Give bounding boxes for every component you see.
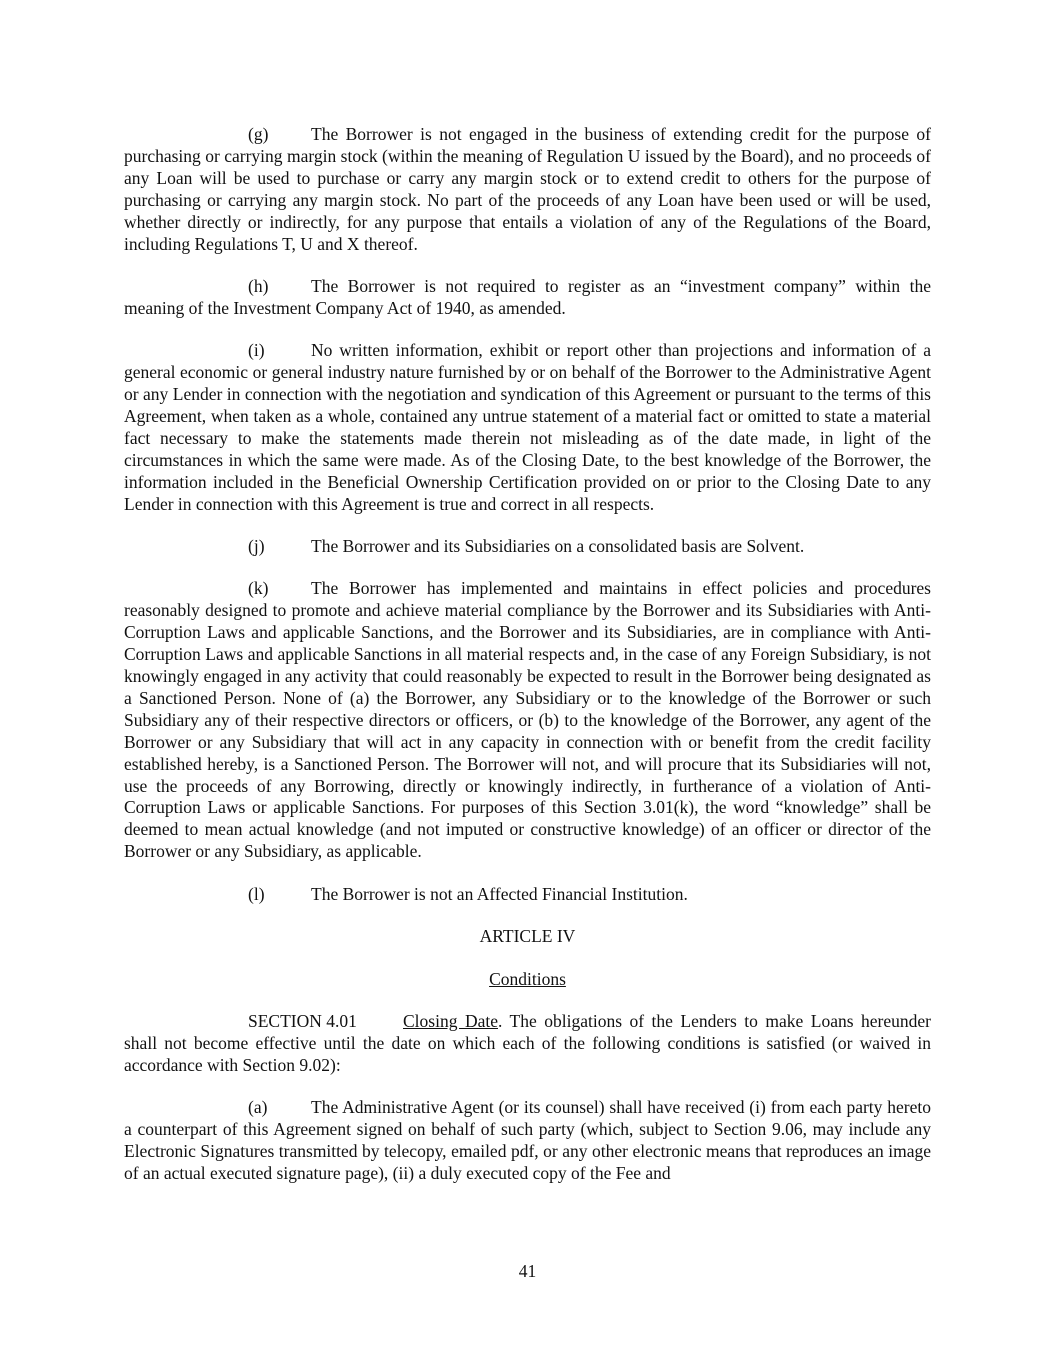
paragraph-a [124, 1097, 931, 1185]
section-text: . The obligations of the Lenders to make Loans hereunder shall not become effective until the date on which each of the following conditions is satisfied (or waived in accordance with Section 9.02): [124, 1010, 931, 1075]
paragraph-label: (i) [248, 340, 265, 361]
paragraph-g [124, 124, 931, 255]
paragraph-l [124, 884, 931, 906]
paragraph-j [124, 536, 931, 558]
paragraph-text: The Administrative Agent (or its counsel) shall have received (i) from each party hereto a counterpart of this Agreement signed on behalf of such party (which, subject to Section 9.06, may include any Electronic Signatures transmitted by telecopy, emailed pdf, or any other electronic means that reproduces an image of an actual executed signature page), (ii) a duly executed copy of the Fee and [124, 1097, 931, 1183]
paragraph-h [124, 276, 931, 320]
document-page [124, 124, 931, 1205]
paragraph-text: The Borrower has implemented and maintains in effect policies and procedures reasonably designed to promote and achieve material compliance by the Borrower and its Subsidiaries with Anti-Corruption Laws and applicable Sanctions, and the Borrower and its Subsidiaries, are in compliance with Anti-Corruption Laws and applicable Sanctions in all material respects and, in the case of any Foreign Subsidiary, is not knowingly engaged in any activity that could reasonably be expected to result in the Borrower being designated as a Sanctioned Person. None of (a) the Borrower, any Subsidiary or to the knowledge of the Borrower or such Subsidiary any of their respective directors or officers, or (b) to the knowledge of the Borrower, any agent of the Borrower or any Subsidiary that will act in any capacity in connection with or benefit from the credit facility established hereby, is a Sanctioned Person. The Borrower will not, and will procure that its Subsidiaries will not, use the proceeds of any Borrowing, directly or knowingly indirectly, in furtherance of a violation of Anti-Corruption Laws or applicable Sanctions. For purposes of this Section 3.01(k), the word “knowledge” shall be deemed to mean actual knowledge (and not imputed or constructive knowledge) of an officer or director of the Borrower or any Subsidiary, as applicable. [124, 578, 931, 862]
article-title-text: Conditions [489, 968, 566, 989]
paragraph-text: The Borrower is not required to register as an “investment company” within the meaning of the Investment Company Act of 1940, as amended. [124, 275, 931, 318]
paragraph-i [124, 340, 931, 515]
paragraph-k [124, 578, 931, 863]
paragraph-text: No written information, exhibit or report other than projections and information of a general economic or general industry nature furnished by or on behalf of the Borrower to the Administrative Agent or any Lender in connection with the negotiation and syndication of this Agreement or pursuant to the terms of this Agreement, when taken as a whole, contained any untrue statement of a material fact or omitted to state a material fact necessary to make the statements made therein not misleading as of the date made, in light of the circumstances in which the same were made. As of the Closing Date, to the best knowledge of the Borrower, the information included in the Beneficial Ownership Certification provided on or prior to the Closing Date to any Lender in connection with this Agreement is true and correct in all respects. [124, 340, 931, 514]
article-heading: ARTICLE IV [479, 926, 576, 947]
paragraph-label: (a) [248, 1097, 268, 1118]
paragraph-label: (h) [248, 275, 269, 296]
paragraph-label: (l) [248, 883, 265, 904]
paragraph-text: The Borrower is not engaged in the business of extending credit for the purpose of purchasing or carrying margin stock (within the meaning of Regulation U issued by the Board), and no proceeds of any Loan will be used to purchase or carry any margin stock or to extend credit to others for the purpose of purchasing or carrying any margin stock. No part of the proceeds of any Loan have been used or will be used, whether directly or indirectly, for any purpose that entails a violation of any of the Regulations of the Board, including Regulations T, U and X thereof. [124, 124, 931, 254]
section-4-01 [124, 1011, 931, 1077]
paragraph-label: (j) [248, 536, 265, 556]
paragraph-text: The Borrower is not an Affected Financial Institution. [311, 883, 688, 904]
paragraph-label: (g) [248, 124, 269, 144]
section-title: Closing Date [403, 1010, 498, 1031]
paragraph-label: (k) [248, 578, 269, 599]
paragraph-text: The Borrower and its Subsidiaries on a consolidated basis are Solvent. [311, 536, 805, 556]
article-title [124, 969, 931, 991]
section-number: SECTION 4.01 [248, 1010, 357, 1031]
page-number: 41 [518, 1261, 537, 1281]
